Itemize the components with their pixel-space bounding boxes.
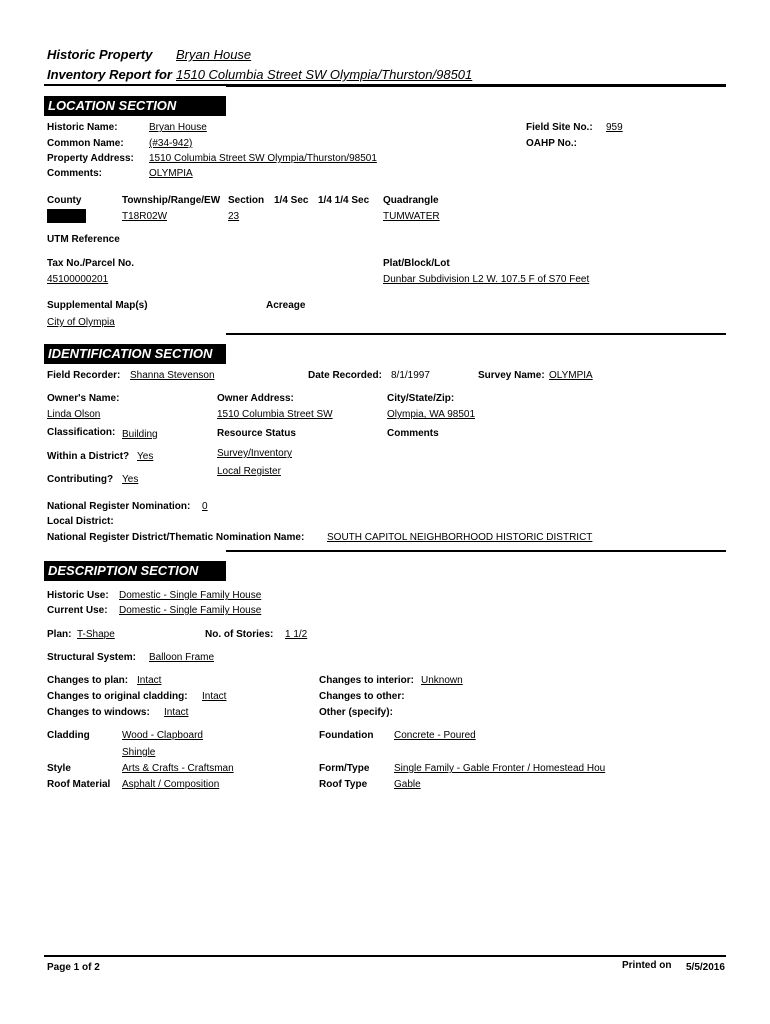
quarter-sec-label: 1/4 Sec [274,195,309,206]
local-district-label: Local District: [47,516,114,527]
description-section-title: DESCRIPTION SECTION [48,563,199,578]
quadrangle-value: TUMWATER [383,211,440,222]
plan-value: T-Shape [77,629,115,640]
current-use-value: Domestic - Single Family House [119,605,262,616]
classification-value: Building [122,429,158,440]
changes-windows-label: Changes to windows: [47,707,150,718]
roof-type-label: Roof Type [319,779,368,790]
changes-other-label: Changes to other: [319,691,405,702]
resource-status-local: Local Register [217,466,281,477]
location-section-header [44,96,726,116]
cladding-value-1: Wood - Clapboard [122,730,203,741]
within-district-value: Yes [137,451,154,462]
utm-label: UTM Reference [47,234,120,245]
contributing-value: Yes [122,474,139,485]
oahp-label: OAHP No.: [526,138,577,149]
form-type-label: Form/Type [319,763,370,774]
county-label: County [47,195,82,206]
plan-label: Plan: [47,629,72,640]
header-rule [44,84,726,86]
historic-name-label: Historic Name: [47,122,118,133]
quadrangle-label: Quadrangle [383,195,439,206]
date-recorded-label: Date Recorded: [308,370,382,381]
field-site-value: 959 [606,122,623,133]
description-section-header [44,561,726,581]
roof-material-value: Asphalt / Composition [122,779,220,790]
changes-interior-label: Changes to interior: [319,675,415,686]
historic-name-value: Bryan House [149,122,207,133]
foundation-value: Concrete - Poured [394,730,476,741]
changes-interior-value: Unknown [421,675,463,686]
structural-system-label: Structural System: [47,652,136,663]
identification-section-title: IDENTIFICATION SECTION [48,346,213,361]
printed-date: 5/5/2016 [686,962,725,973]
contributing-label: Contributing? [47,474,114,485]
form-type-value: Single Family - Gable Fronter / Homestead Hou [394,763,606,774]
style-value: Arts & Crafts - Craftsman [122,763,234,774]
stories-label: No. of Stories: [205,629,274,640]
supplemental-map-label: Supplemental Map(s) [47,300,148,311]
location-section-title: LOCATION SECTION [48,98,177,113]
county-value-redacted [47,209,86,223]
field-recorder-value: Shanna Stevenson [130,370,215,381]
nr-district-label: National Register District/Thematic Nomination Name: [47,532,305,543]
common-name-label: Common Name: [47,138,124,149]
changes-plan-value: Intact [137,675,162,686]
owner-name-value: Linda Olson [47,409,101,420]
supplemental-map-value: City of Olympia [47,317,115,328]
township-label: Township/Range/EW [122,195,221,206]
plat-value: Dunbar Subdivision L2 W. 107.5 F of S70 Feet [383,274,590,285]
stories-value: 1 1/2 [285,629,308,640]
id-comments-label: Comments [387,428,439,439]
date-recorded-value: 8/1/1997 [391,370,430,381]
tax-label: Tax No./Parcel No. [47,258,135,269]
historic-property-value: Bryan House [176,47,252,62]
survey-name-value: OLYMPIA [549,370,593,381]
identification-section-header [44,344,726,364]
tax-value: 45100000201 [47,274,109,285]
historic-property-label: Historic Property [47,47,153,62]
other-specify-label: Other (specify): [319,707,393,718]
nr-nomination-label: National Register Nomination: [47,501,191,512]
section-label: Section [228,195,265,206]
resource-status-survey: Survey/Inventory [217,448,293,459]
common-name-value: (#34-942) [149,138,193,149]
current-use-label: Current Use: [47,605,108,616]
structural-system-value: Balloon Frame [149,652,215,663]
changes-cladding-label: Changes to original cladding: [47,691,188,702]
inventory-value: 1510 Columbia Street SW Olympia/Thurston/98501 [176,67,473,82]
owner-address-label: Owner Address: [217,393,294,404]
property-address-label: Property Address: [47,153,134,164]
resource-status-label: Resource Status [217,428,296,439]
comments-label: Comments: [47,168,103,179]
page-number: Page 1 of 2 [47,962,100,973]
changes-plan-label: Changes to plan: [47,675,129,686]
classification-label: Classification: [47,427,116,438]
field-recorder-label: Field Recorder: [47,370,121,381]
style-label: Style [47,763,71,774]
city-state-zip-value: Olympia, WA 98501 [387,409,476,420]
township-value: T18R02W [122,211,168,222]
historic-use-value: Domestic - Single Family House [119,590,262,601]
plat-label: Plat/Block/Lot [383,258,450,269]
printed-on-label: Printed on [622,960,672,971]
property-address-value: 1510 Columbia Street SW Olympia/Thurston/98501 [149,153,377,164]
changes-windows-value: Intact [164,707,189,718]
roof-material-label: Roof Material [47,779,111,790]
footer-rule [44,955,726,957]
within-district-label: Within a District? [47,451,130,462]
cladding-label: Cladding [47,730,90,741]
nr-nomination-value: 0 [202,501,208,512]
city-state-zip-label: City/State/Zip: [387,393,455,404]
comments-value: OLYMPIA [149,168,193,179]
quarter-quarter-sec-label: 1/4 1/4 Sec [318,195,370,206]
inventory-label: Inventory Report for [47,67,172,82]
roof-type-value: Gable [394,779,421,790]
survey-name-label: Survey Name: [478,370,545,381]
cladding-value-2: Shingle [122,747,156,758]
section-value: 23 [228,211,240,222]
historic-use-label: Historic Use: [47,590,109,601]
nr-district-value: SOUTH CAPITOL NEIGHBORHOOD HISTORIC DISTRICT [327,532,593,543]
acreage-label: Acreage [266,300,306,311]
field-site-label: Field Site No.: [526,122,593,133]
owner-address-value: 1510 Columbia Street SW [217,409,333,420]
changes-cladding-value: Intact [202,691,227,702]
owner-name-label: Owner's Name: [47,393,120,404]
foundation-label: Foundation [319,730,374,741]
